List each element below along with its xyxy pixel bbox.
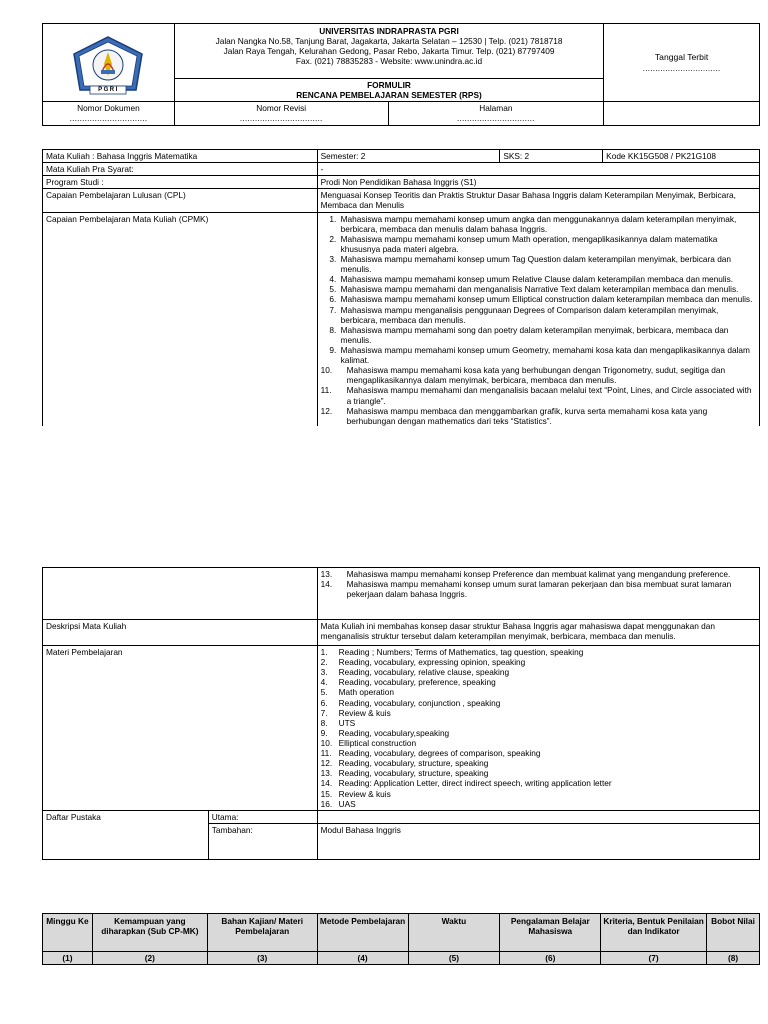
- university-name: UNIVERSITAS INDRAPRASTA PGRI: [319, 26, 459, 36]
- cpmk-item: 8. Mahasiswa mampu memahami song dan poetry dalam keterampilan menyimak, berbicara, membaca dan menulis.: [339, 325, 756, 345]
- revision-value: .................................: [239, 113, 323, 124]
- materi-item: [321, 789, 756, 799]
- university-info: [174, 24, 603, 79]
- materi-text: Review & kuis: [338, 707, 391, 718]
- cpmk-label: Capaian Pembelajaran Mata Kuliah (CPMK): [43, 212, 318, 426]
- cpl-label: Capaian Pembelajaran Lulusan (CPL): [43, 189, 318, 212]
- materi-number: 6.: [320, 697, 328, 708]
- cpmk-item: [321, 579, 756, 599]
- schedule-col-number: (2): [92, 952, 207, 965]
- materi-text: Reading, vocabulary, relative clause, speaking: [338, 667, 510, 678]
- cpmk-list: [321, 214, 756, 366]
- materi-item: [321, 738, 756, 748]
- prereq-label: Mata Kuliah Pra Syarat:: [43, 163, 318, 176]
- materi-item: [321, 698, 756, 708]
- materi-item: [321, 778, 756, 788]
- doc-number-cell: [43, 102, 175, 126]
- course-info-table: [42, 149, 760, 426]
- materi-number: 15.: [320, 788, 333, 799]
- cpmk-item: 2. Mahasiswa mampu memahami konsep umum Math operation, mengaplikasikannya dalam matematika khususnya pada materi algebra.: [339, 234, 756, 254]
- schedule-header-sub-cpmk: Kemampuan yang diharapkan (Sub CP-MK): [92, 914, 207, 952]
- materi-item: [321, 718, 756, 728]
- materi-number: 8.: [320, 717, 328, 728]
- prereq-value: -: [317, 163, 759, 176]
- materi-number: 16.: [320, 798, 333, 809]
- cpmk-item: 1. Mahasiswa mampu memahami konsep umum angka dan menggunakannya dalam keterampilan menyimak, berbicara, membaca dan menulis dalam bahasa Inggris.: [339, 214, 756, 234]
- schedule-col-number: (5): [408, 952, 500, 965]
- materi-number: 2.: [320, 657, 328, 668]
- materi-text: Reading, vocabulary, structure, speaking: [338, 768, 489, 779]
- address-line-1: Jalan Nangka No.58, Tanjung Barat, Jagakarta, Jakarta Selatan – 12530 | Telp. (021) 7818718: [215, 36, 563, 47]
- cpmk-item: [321, 385, 756, 405]
- schedule-header-time: Waktu: [408, 914, 500, 952]
- cpmk-list-continued-cell: [317, 568, 759, 620]
- cpmk-item: 4. Mahasiswa mampu memahami konsep umum Relative Clause dalam keterampilan membaca dan menulis.: [339, 274, 756, 284]
- schedule-header-weight: Bobot Nilai: [707, 914, 760, 952]
- page-cell: [388, 102, 604, 126]
- materi-item: [321, 708, 756, 718]
- address-line-2: Jalan Raya Tengah, Kelurahan Gedong, Pasar Rebo, Jakarta Timur. Telp. (021) 87797409: [223, 46, 555, 57]
- materi-text: UAS: [338, 798, 356, 809]
- materi-text: Reading: Application Letter, direct indirect speech, writing application letter: [338, 778, 612, 789]
- schedule-col-number: (6): [500, 952, 601, 965]
- schedule-header-week: Minggu Ke: [43, 914, 93, 952]
- course-code: Kode KK15G508 / PK21G108: [603, 150, 760, 163]
- materi-item: [321, 799, 756, 809]
- materi-number: 4.: [320, 677, 328, 688]
- materi-number: 3.: [320, 667, 328, 678]
- pustaka-label: Daftar Pustaka: [43, 810, 209, 859]
- materi-item: [321, 687, 756, 697]
- cpmk-number: 10.: [320, 365, 333, 376]
- materi-number: 10.: [320, 737, 333, 748]
- course-sks: SKS: 2: [500, 150, 603, 163]
- cpmk-text: Mahasiswa mampu membaca dan menggambarkan grafik, kurva serta memahami kosa kata yang berhubungan dengan mathematics dari teks “Statistics”.: [346, 405, 708, 426]
- materi-list: [321, 647, 756, 809]
- cpmk-text: Mahasiswa mampu memahami konsep Preference dan membuat kalimat yang mengandung preference.: [346, 569, 731, 579]
- materi-item: [321, 748, 756, 758]
- cpmk-number: 11.: [320, 385, 332, 396]
- logo-text: PGRI: [98, 87, 119, 94]
- materi-item: [321, 647, 756, 657]
- materi-text: Elliptical construction: [338, 737, 417, 748]
- revision-label: Nomor Revisi: [256, 103, 307, 114]
- materi-text: Reading, vocabulary, expressing opinion, speaking: [338, 657, 526, 668]
- materi-list-cell: [317, 646, 759, 811]
- cpmk-item: [321, 365, 756, 385]
- cpmk-number: 12.: [320, 405, 333, 416]
- cpmk-item: 3. Mahasiswa mampu memahami konsep umum Tag Question dalam keterampilan menyimak, berbicara dan menulis.: [339, 254, 756, 274]
- schedule-col-number: (7): [601, 952, 707, 965]
- materi-number: 13.: [320, 768, 333, 779]
- form-subtitle: RENCANA PEMBELAJARAN SEMESTER (RPS): [296, 90, 482, 101]
- doc-number-label: Nomor Dokumen: [77, 103, 140, 114]
- page-value: ...............................: [457, 113, 535, 124]
- materi-item: [321, 677, 756, 687]
- description-value: Mata Kuliah ini membahas konsep dasar struktur Bahasa Inggris agar mahasiswa dapat menggunakan dan menganalisis struktur tersebut dalam keterampilan menyimak, berbicara, membaca dan menulis.: [317, 620, 759, 646]
- materi-number: 11.: [320, 748, 332, 759]
- description-label: Deskripsi Mata Kuliah: [43, 620, 318, 646]
- program-label: Program Studi :: [43, 176, 318, 189]
- cpmk-list-cell: [317, 212, 759, 426]
- address-line-3: Fax. (021) 78835283 - Website: www.unindra.ac.id: [295, 56, 483, 67]
- cpmk-text: Mahasiswa mampu memahami dan menganalisis bacaan melalui text “Point, Lines, and Circle associated with a triangle”.: [346, 385, 752, 406]
- cpmk-list-ext: [321, 365, 756, 426]
- materi-item: [321, 758, 756, 768]
- logo-cell: [43, 24, 175, 102]
- cpmk-text: Mahasiswa mampu memahami konsep umum surat lamaran pekerjaan dan bisa membuat surat lamaran pekerjaan dalam bahasa Inggris.: [346, 579, 732, 600]
- revision-cell: [174, 102, 388, 126]
- program-value: Prodi Non Pendidikan Bahasa Inggris (S1): [317, 176, 759, 189]
- materi-text: Math operation: [338, 687, 394, 698]
- materi-text: Reading, vocabulary,speaking: [338, 727, 450, 738]
- cpmk-item: 5. Mahasiswa mampu memahami dan menganalisis Narrative Text dalam keterampilan membaca dan menulis.: [339, 284, 756, 294]
- pustaka-utama-label: Utama:: [208, 810, 317, 823]
- course-info-table-continued: [42, 567, 760, 860]
- materi-item: [321, 667, 756, 677]
- schedule-table: [42, 913, 760, 965]
- form-title-cell: [174, 79, 603, 102]
- header-empty-cell: [604, 102, 760, 126]
- cpmk-item: 7. Mahasiswa mampu menganalisis penggunaan Degrees of Comparison dalam keterampilan menyimak, berbicara, membaca dan menulis.: [339, 305, 756, 325]
- cpmk-list-continued: [321, 569, 756, 599]
- schedule-col-number: (3): [207, 952, 317, 965]
- pustaka-tambahan-value: Modul Bahasa Inggris: [317, 823, 759, 859]
- issue-date-label: Tanggal Terbit: [654, 52, 709, 63]
- materi-text: UTS: [338, 717, 356, 728]
- course-name: Mata Kuliah : Bahasa Inggris Matematika: [43, 150, 318, 163]
- cpmk-item: [321, 406, 756, 426]
- course-semester: Semester: 2: [317, 150, 500, 163]
- cpmk-item: 9. Mahasiswa mampu memahami konsep umum Geometry, memahami kosa kata dan mengaplikasikannya dalam kalimat.: [339, 345, 756, 365]
- materi-text: Reading, vocabulary, preference, speaking: [338, 677, 496, 688]
- cpmk-number: 13.: [320, 569, 333, 579]
- materi-item: [321, 768, 756, 778]
- materi-item: [321, 728, 756, 738]
- cpmk-item: [321, 569, 756, 579]
- schedule-header-materi: Bahan Kajian/ Materi Pembelajaran: [207, 914, 317, 952]
- issue-date-cell: [604, 24, 760, 102]
- materi-number: 7.: [320, 707, 328, 718]
- issue-date-value: ...............................: [642, 62, 721, 73]
- document-header: [42, 23, 760, 126]
- pustaka-utama-value: [317, 810, 759, 823]
- form-title: FORMULIR: [367, 80, 411, 90]
- materi-number: 9.: [320, 727, 328, 738]
- cpmk-number: 14.: [320, 579, 333, 590]
- schedule-header-assessment: Kriteria, Bentuk Penilaian dan Indikator: [601, 914, 707, 952]
- materi-number: 14.: [320, 778, 333, 789]
- doc-number-value: ...............................: [69, 113, 148, 124]
- materi-text: Reading, vocabulary, degrees of comparison, speaking: [338, 748, 541, 759]
- materi-number: 5.: [320, 687, 328, 698]
- page-label: Halaman: [479, 103, 513, 114]
- cpmk-text: Mahasiswa mampu memahami kosa kata yang berhubungan dengan Trigonometry, sudut, segitiga dan mengaplikasikannya dalam menyimak, berbicara, membaca dan menulis.: [346, 365, 726, 386]
- cpmk-item: 6. Mahasiswa mampu memahami konsep umum Elliptical construction dalam keterampilan membaca dan menulis.: [339, 294, 756, 304]
- materi-text: Reading, vocabulary, structure, speaking: [338, 758, 489, 769]
- schedule-col-number: (8): [707, 952, 760, 965]
- materi-label: Materi Pembelajaran: [43, 646, 318, 811]
- materi-item: [321, 657, 756, 667]
- materi-number: 1.: [320, 647, 328, 657]
- schedule-col-number: (1): [43, 952, 93, 965]
- materi-text: Reading ; Numbers; Terms of Mathematics, tag question, speaking: [338, 647, 584, 657]
- pustaka-tambahan-label: Tambahan:: [208, 823, 317, 859]
- materi-text: Review & kuis: [338, 788, 391, 799]
- schedule-header-experience: Pengalaman Belajar Mahasiswa: [500, 914, 601, 952]
- materi-text: Reading, vocabulary, conjunction , speaking: [338, 697, 501, 708]
- schedule-col-number: (4): [317, 952, 408, 965]
- schedule-header-method: Metode Pembelajaran: [317, 914, 408, 952]
- cpl-value: Menguasai Konsep Teoritis dan Praktis Struktur Dasar Bahasa Inggris dalam Keterampilan Menyimak, Berbicara, Membaca dan Menulis: [317, 189, 759, 212]
- materi-number: 12.: [320, 758, 333, 769]
- cpmk-label-continued: [43, 568, 318, 620]
